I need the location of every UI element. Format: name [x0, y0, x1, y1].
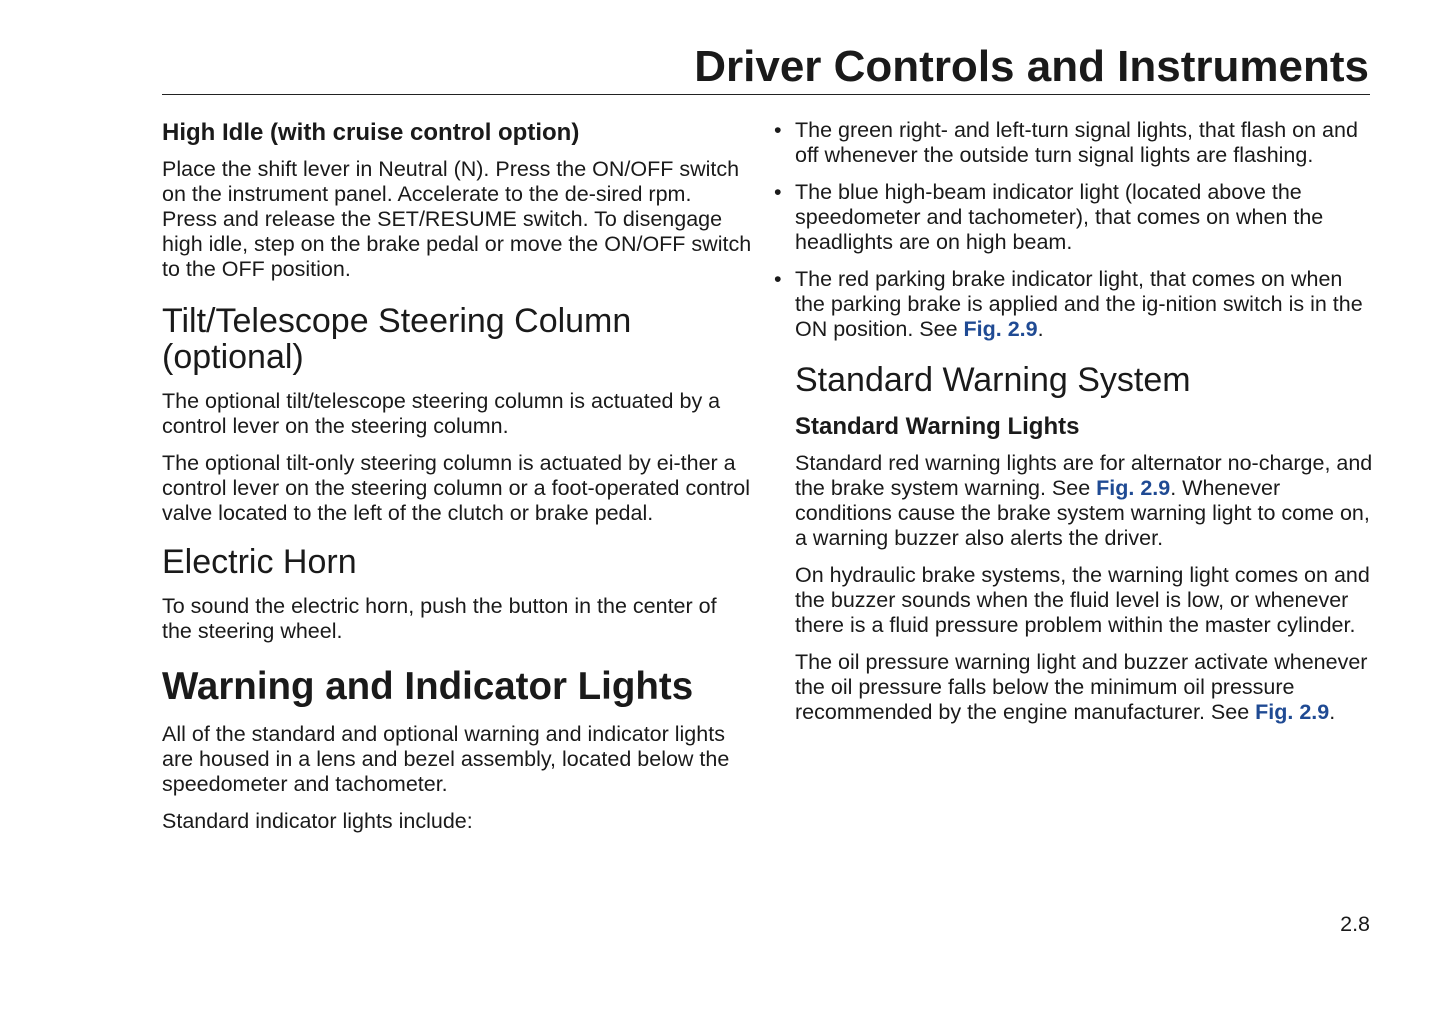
tilt-heading-line-2: (optional): [162, 338, 304, 376]
header-divider: [162, 94, 1370, 95]
electric-horn-heading: Electric Horn: [162, 543, 357, 581]
page-header-title: Driver Controls and Instruments: [694, 42, 1369, 91]
indicator-lights-list: [774, 118, 1375, 342]
high-idle-paragraph: Place the shift lever in Neutral (N). Press the ON/OFF switch on the instrument panel. Accelerate to the de-sired rpm. Press and release the SET/RESUME switch. To disengage high idle, step on the brake pedal or move the ON/OFF switch to the OFF position.: [162, 157, 752, 281]
warning-lights-paragraph-2: On hydraulic brake systems, the warning light comes on and the buzzer sounds when the fluid level is low, or whenever there is a fluid pressure problem within the master cylinder.: [795, 563, 1370, 637]
fig-2-9-link[interactable]: Fig. 2.9: [1096, 476, 1171, 500]
indicator-intro-paragraph: Standard indicator lights include:: [162, 809, 473, 833]
paragraph-text-end: . Whenever conditions cause the brake system warning light to come on, a warning buzzer also alerts the driver.: [795, 476, 1370, 550]
paragraph-text-end: .: [1329, 700, 1336, 724]
paragraph-text: Standard red warning lights are for alternator no-charge, and the brake system warning. See: [795, 451, 1373, 500]
list-item-text: The green right- and left-turn signal lights, that flash on and off whenever the outside turn signal lights are flashing.: [795, 118, 1358, 167]
fig-2-9-link[interactable]: Fig. 2.9: [1255, 700, 1330, 724]
left-column: [162, 118, 752, 846]
list-item-text-end: .: [1037, 317, 1044, 341]
page-number: 2.8: [1340, 912, 1370, 936]
warning-lights-heading: Warning and Indicator Lights: [162, 665, 694, 708]
paragraph-text: The oil pressure warning light and buzzer activate whenever the oil pressure falls below the minimum oil pressure recommended by the engine manufacturer. See: [795, 650, 1368, 724]
high-idle-heading: High Idle (with cruise control option): [162, 119, 580, 146]
warning-lights-paragraph-3: [795, 650, 1375, 725]
right-column: [774, 118, 1375, 737]
tilt-steering-heading: [162, 303, 752, 375]
warning-lights-paragraph-1: [795, 451, 1375, 551]
tilt-paragraph-1: The optional tilt/telescope steering column is actuated by a control lever on the steering column.: [162, 389, 721, 438]
list-item-text: The blue high-beam indicator light (located above the speedometer and tachometer), that comes on when the headlights are on high beam.: [795, 180, 1324, 254]
list-item-text: The red parking brake indicator light, that comes on when the parking brake is applied and the ig-nition switch is in the ON position. See: [795, 267, 1363, 341]
standard-warning-system-heading: Standard Warning System: [795, 361, 1191, 399]
list-item: [731, 180, 1375, 255]
tilt-paragraph-2: The optional tilt-only steering column is actuated by ei-ther a control lever on the steering column or a foot-operated control valve located to the left of the clutch or brake pedal.: [162, 451, 750, 525]
tilt-heading-line-1: Tilt/Telescope Steering Column: [162, 302, 632, 340]
fig-2-9-link[interactable]: Fig. 2.9: [963, 317, 1038, 341]
bullet-icon: •: [774, 267, 782, 291]
standard-warning-lights-heading: Standard Warning Lights: [795, 413, 1080, 440]
warning-lights-paragraph: All of the standard and optional warning and indicator lights are housed in a lens and bezel assembly, located below the speedometer and tachometer.: [162, 722, 730, 796]
list-item: [731, 118, 1375, 168]
bullet-icon: •: [774, 180, 782, 204]
electric-horn-paragraph: To sound the electric horn, push the button in the center of the steering wheel.: [162, 594, 717, 643]
list-item: [731, 267, 1375, 342]
bullet-icon: •: [774, 118, 782, 142]
